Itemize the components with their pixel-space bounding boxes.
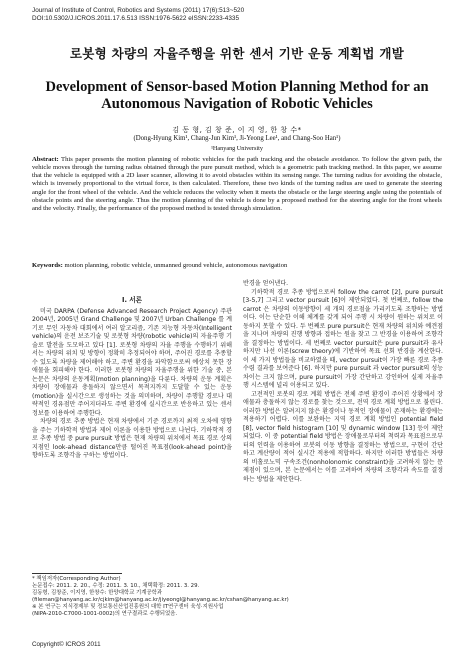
copyright: Copyright© ICROS 2011	[32, 641, 101, 648]
footnote-corresponding: * 책임저자(Corresponding Author)	[32, 576, 121, 582]
journal-doi: DOI:10.5302/J.ICROS.2011.17.6.513 ISSN:1976-5622 eISSN:2233-4335	[32, 15, 240, 22]
left-column	[32, 296, 232, 461]
authors-english: (Dong-Hyung Kim¹, Chang-Jun Kim¹, Ji-Yeong Lee¹, and Chang-Soo Han¹)	[133, 135, 341, 142]
abstract-label: Abstract:	[32, 156, 59, 163]
affiliation: ¹Hanyang University	[211, 145, 263, 152]
keywords-label: Keywords:	[32, 262, 63, 269]
paragraph: 고전적인 로봇의 경로 계획 방법은 전체 주변 환경이 주어진 상황에서 장애물과 충돌하지 않는 경로를 찾는 것으로, 전역 경로 계획 방법으로 불린다. 이러한 방법은 알려지지 않은 환경이나 동적인 장애물이 존재하는 환경에는 적용하기 어렵다. 이를 보완하는 지역 경로 계획 방법인 potential field [8], vector field histogram [10] 및 dynamic window [13] 등이 제안되었다. 이 중 potential field 방법은 장애물로부터의 척력과 목표점으로부터의 인력을 이용하여 로봇의 이동 방향을 결정하는 방법으로, 구현이 간단하고 계산량이 적어 실시간 적용에 적합하다. 하지만 이러한 방법들은 차량의 비홀로노믹 구속조건(nonholonomic constraint)을 고려하지 않는 문제점이 있으며, 본 논문에서는 이를 고려하여 차량의 조향각과 속도를 결정하는 방법을 제안한다.	[243, 390, 443, 483]
title-line-2: Autonomous Navigation of Robotic Vehicles	[101, 96, 373, 112]
section-heading-introduction: I. 서론	[122, 296, 142, 304]
keywords-text: motion planning, robotic vehicle, unmanned ground vehicle, autonomous navigation	[64, 262, 288, 269]
paragraph: 기하학적 경로 추종 방법으로써 follow the carrot [2], pure pursuit [3-5,7] 그리고 vector pursuit [6]이 제안되었다. 첫 번째로, follow the carrot 은 차량의 이동방향이 세 개의 경로점을 가리키도록 조향하는 방법이다. 이는 단순한 이해 체계를 갖게 되어 주행 시 차량이 원하는 위치로 이동하지 못할 수 있다. 두 번째로 pure pursuit은 현재 차량의 위치와 예견점을 지나며 차량의 진행 방향과 접하는 원을 찾고 그 반경을 이용하여 조향각을 결정하는 방법이다. 세 번째로 vector pursuit은 pure pursuit과 유사하지만 나선 이론(screw theory)에 기반하여 목표 선회 반경을 계산한다. 이 세 가지 방법들을 비교하였을 때, vector pursuit이 가장 빠른 경로 추종 수렴 결과를 보여준다 [6]. 하지만 pure pursuit 과 vector pursuit의 성능 차이는 크지 않으며, pure pursuit이 가장 간단하고 강인하여 실제 자율주행 시스템에 널리 이용되고 있다.	[243, 288, 444, 389]
footnote-funding: ※ 본 연구는 지식경제부 및 정보통신산업진흥원의 대학 IT연구센터 육성·지원사업(NIPA-2010-C7000-1001-0002)의 연구결과로 수행되었음.	[32, 604, 224, 617]
journal-citation: Journal of Institute of Control, Robotics and Systems (2011) 17(6):513~520	[32, 7, 245, 14]
paragraph: 반경을 얻어낸다.	[243, 280, 289, 287]
paper-title-korean: 로봇형 차량의 자율주행을 위한 센서 기반 운동 계획법 개발	[69, 46, 405, 61]
title-line-1: Development of Sensor-based Motion Planning Method for an	[45, 79, 429, 95]
paragraph: 차량의 경로 추종 방법은 현재 차량에서 기준 경로까지 최적 오차에 영향을 주는 기하학적 방법과 제어 이론을 이용한 방법으로 나뉜다. 기하학적 경로 추종 방법 중 pure pursuit 방법은 현재 차량의 위치에서 목표 경로 상의 지점인 look-ahead distance만큼 떨어진 목표점(look-ahead point)을 향하도록 조향각을 구하는 방법이다.	[32, 418, 232, 459]
paragraph: 미국 DARPA (Defense Advanced Research Project Agency) 주관 2004년, 2005년 Grand Challenge 및 2007년 Urban Challenge 를 계기로 무인 자동차 대회에서 여러 알고리즘, 기존 지능형 자동차(Intelligent vehicle)의 운전 보조기술 및 로봇형 차량(robotic vehicle)의 자율주행 기술로 발전을 도모하고 있다 [1]. 로봇형 차량의 자율 주행을 수행하기 위해서는 차량의 위치 및 방향이 정확히 추정되어야 하며, 주어진 경로를 추종할 수 있도록 차량을 제어해야 하고, 주변 환경을 파악함으로써 예상치 못한 장애물을 회피해야 한다. 이러한 로봇형 차량의 자율주행을 위한 기술 중, 본 논문은 차량의 운동계획(motion planning)을 다룬다. 차량의 운동 계획은 차량이 장애물과 충돌하지 않으면서 목적지까지 도달할 수 있는 운동(motion)을 실시간으로 생성하는 것을 의미하며, 차량이 주행할 경로나 대략적인 경유점만 주어지더라도 주변 환경에 실시간으로 반응하고 있는 센서 정보를 이용하여 주행한다.	[32, 307, 232, 417]
footnote-divider	[32, 573, 122, 574]
footnotes	[32, 576, 289, 618]
abstract	[32, 156, 442, 213]
footnote-affiliation: 김동형, 김창준, 이지영, 한창수: 한양대학교 기계공학과	[32, 590, 163, 596]
footnote-emails: (fileman@hanyang.ac.kr/cjkim@hanyang.ac.kr/jiyeongl@hanyang.ac.kr/cshan@hanyang.ac.kr)	[32, 597, 289, 603]
right-column	[243, 280, 443, 484]
paper-title-english	[40, 79, 434, 113]
footnote-dates: 논문접수: 2011. 2. 20., 수정: 2011. 3. 10., 채택확정: 2011. 3. 29.	[32, 583, 200, 589]
abstract-text: This paper presents the motion planning of robotic vehicles for the path tracking and the obstacle avoidance. To follow the given path, the vehicle moves through the turning radius obtained through the pure pursuit method, which is a geometric path tracking method. In this paper, we assume that the vehicle is equipped with a 2D laser scanner, allowing it to avoid obstacles within its sensing range. The turning radius for avoiding the obstacle, which is inversely proportional to the virtual force, is then calculated. Therefore, these two kinds of the turning radius are used to generate the steering angle for the front wheel of the vehicle. And the vehicle reduces the velocity when it meets the obstacle or the large steering angle using the potentials of obstacle points and the steering angle. Thus the motion planning of the vehicle is done by a proposed method for the steering angle for the front wheels and the velocity. Finally, the performance of the proposed method is tested through simulation.	[32, 156, 442, 212]
authors-korean: 김 동 형, 김 창 준, 이 지 영, 한 창 수*	[172, 126, 302, 134]
journal-header	[32, 7, 244, 23]
keywords	[32, 262, 442, 270]
